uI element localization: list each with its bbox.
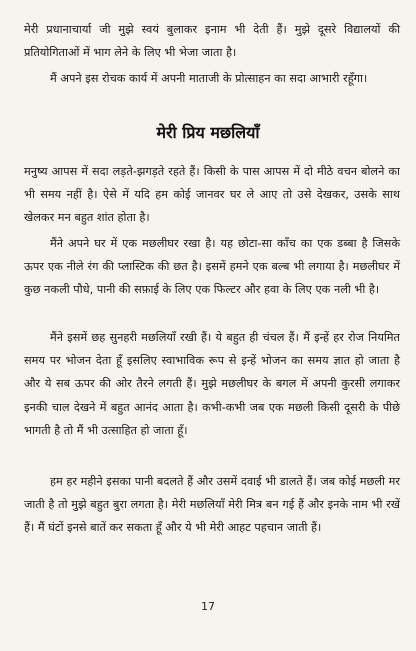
chapter-paragraph-1: मनुष्य आपस में सदा लड़ते-झगड़ते रहते हैं। किसी के पास आपस में दो मीठे वचन बोलने का भी समय नहीं है। ऐसे में यदि हम कोई जानवर घर ले आए तो उसे देखकर, उसके साथ खेलकर मन बहुत शांत होता है।: [24, 165, 400, 225]
intro-paragraph-2: मैं अपने इस रोचक कार्य में अपनी माताजी के प्रोत्साहन का सदा आभारी रहूँगा।: [50, 72, 368, 85]
chapter-paragraph-3: मैंने इसमें छह सुनहरी मछलियाँ रखी हैं। ये बहुत ही चंचल हैं। मैं इन्हें हर रोज नियमित समय पर भोजन देता हूँ इसलिए स्वाभाविक रूप से इन्हें भोजन का समय ज्ञात हो जाता है और ये सब ऊपर की ओर तैरने लगती हैं। मुझे मछलीघर के बगल में अपनी कुरसी लगाकर इनकी चाल देखने में बहुत आनंद आता है। कभी-कभी जब एक मछली किसी दूसरी के पीछे भागती है तो मैं भी उत्साहित हो जाता हूँ।: [24, 331, 400, 437]
intro-paragraph-1: मेरी प्रधानाचार्या जी मुझे स्वयं बुलाकर इनाम भी देती हैं। मुझे दूसरे विद्यालयों की प्रतियोगिताओं में भाग लेने के लिए भी भेजा जाता है।: [24, 23, 400, 60]
chapter-title: मेरी प्रिय मछलियाँ: [156, 123, 260, 142]
chapter-paragraph-4: हम हर महीने इसका पानी बदलते हैं और उसमें दवाई भी डालते हैं। जब कोई मछली मर जाती है तो मुझे बहुत बुरा लगता है। मेरी मछलियाँ मेरी मित्र बन गई हैं और इनके नाम भी रखें हैं। मैं घंटों इनसे बातें कर सकता हूँ और ये भी मेरी आहट पहचान जाती हैं।: [24, 475, 400, 535]
chapter-paragraph-2: मैंने अपने घर में एक मछलीघर रखा है। यह छोटा-सा काँच का एक डब्बा है जिसके ऊपर एक नीले रंग की प्लास्टिक की छत है। इसमें हमने एक बल्ब भी लगाया है। मछलीघर में कुछ नकली पौधे, पानी की सफ़ाई के लिए एक फिल्टर और हवा के लिए एक नली भी है।: [24, 237, 400, 297]
page-number: 17: [201, 600, 215, 613]
